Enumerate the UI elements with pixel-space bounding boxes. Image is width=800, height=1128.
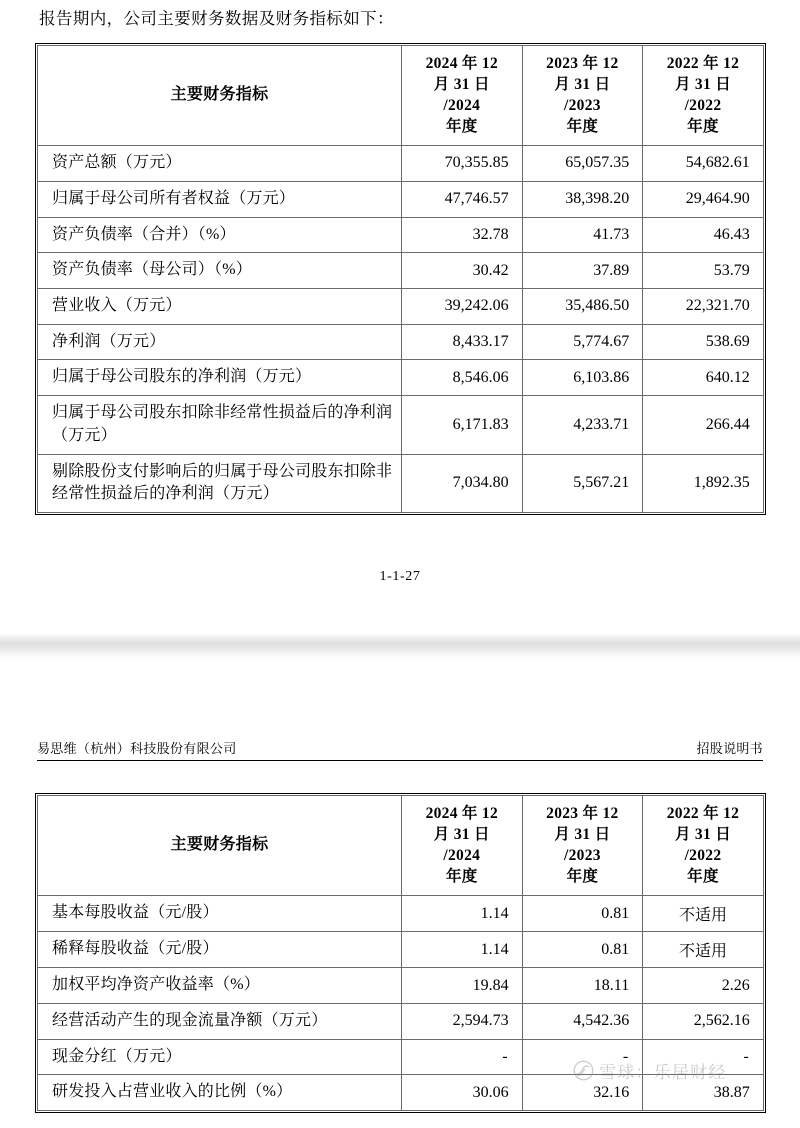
row-value-2024: 47,746.57 (402, 181, 523, 217)
header-cell-2022 (643, 796, 764, 896)
row-value-2022: 2,562.16 (643, 1004, 764, 1040)
header-line: /2024 (443, 847, 481, 865)
row-value-2022: 38.87 (643, 1075, 764, 1111)
row-label: 经营活动产生的现金流量净额（万元） (38, 1004, 402, 1040)
row-label: 资产总额（万元） (38, 146, 402, 182)
table-header-row (38, 45, 764, 145)
header-line: 年度 (566, 868, 599, 886)
header-line: 2022 年 12 (666, 805, 740, 822)
row-label: 归属于母公司所有者权益（万元） (38, 181, 402, 217)
row-value-2022: 1,892.35 (643, 454, 764, 512)
header-cell-2024 (402, 796, 523, 896)
table-one-body (38, 146, 764, 513)
running-header-doc-type: 招股说明书 (696, 741, 763, 756)
row-label: 营业收入（万元） (38, 288, 402, 324)
page-number: 1-1-27 (379, 568, 421, 584)
header-cell-2022 (643, 45, 764, 145)
header-line: 2024 年 12 (425, 54, 499, 72)
header-line: /2022 (684, 96, 722, 114)
row-value-2023: 0.81 (522, 932, 643, 968)
table-row (38, 968, 764, 1004)
row-value-2023: 0.81 (522, 896, 643, 932)
table-one-header (38, 45, 764, 145)
row-value-2023: - (522, 1039, 643, 1075)
row-value-2023: 38,398.20 (522, 181, 643, 217)
watermark-text: 雪球：乐居财经 (599, 1063, 727, 1082)
row-label: 稀释每股收益（元/股） (38, 932, 402, 968)
table-row (38, 1039, 764, 1075)
row-value-2024: 32.78 (402, 217, 523, 253)
header-line: /2024 (443, 96, 481, 114)
header-line: 年度 (445, 868, 478, 886)
table-row (38, 253, 764, 289)
header-cell-2024 (402, 45, 523, 145)
header-line: 月 31 日 (554, 826, 611, 844)
table-two-header (38, 796, 764, 896)
row-label: 净利润（万元） (38, 324, 402, 360)
table-row (38, 896, 764, 932)
row-value-2023: 35,486.50 (522, 288, 643, 324)
row-label: 加权平均净资产收益率（%） (38, 968, 402, 1004)
table-row (38, 146, 764, 182)
row-value-2022: 46.43 (643, 217, 764, 253)
row-value-2023: 4,542.36 (522, 1004, 643, 1040)
header-cell-label: 主要财务指标 (38, 45, 402, 145)
row-value-2022: 不适用 (643, 896, 764, 932)
row-value-2023: 5,567.21 (522, 454, 643, 512)
row-value-2024: 6,171.83 (402, 396, 523, 454)
row-value-2024: 30.42 (402, 253, 523, 289)
table-row (38, 217, 764, 253)
row-value-2023: 65,057.35 (522, 146, 643, 182)
header-line: 2023 年 12 (546, 54, 619, 72)
header-line: 月 31 日 (433, 826, 490, 844)
header-line: 年度 (566, 117, 599, 135)
table-row (38, 288, 764, 324)
page-break-separator (0, 634, 800, 658)
header-line: 2024 年 12 (425, 805, 499, 822)
row-value-2022: 22,321.70 (643, 288, 764, 324)
running-header (37, 738, 763, 761)
row-value-2022: 266.44 (643, 396, 764, 454)
row-value-2022: 29,464.90 (643, 181, 764, 217)
row-label: 现金分红（万元） (38, 1039, 402, 1075)
row-value-2024: 2,594.73 (402, 1004, 523, 1040)
financial-table-one (37, 45, 764, 513)
row-label: 资产负债率（母公司）（%） (38, 253, 402, 289)
row-value-2023: 41.73 (522, 217, 643, 253)
row-value-2022: 不适用 (643, 932, 764, 968)
row-label: 基本每股收益（元/股） (38, 896, 402, 932)
row-value-2022: 53.79 (643, 253, 764, 289)
row-value-2024: - (402, 1039, 523, 1075)
row-label: 研发投入占营业收入的比例（%） (38, 1075, 402, 1111)
table-row (38, 396, 764, 454)
row-value-2022: 54,682.61 (643, 146, 764, 182)
table-row (38, 181, 764, 217)
row-value-2024: 30.06 (402, 1075, 523, 1111)
row-value-2024: 8,546.06 (402, 360, 523, 396)
header-line: 2022 年 12 (666, 54, 740, 72)
table-row (38, 1004, 764, 1040)
row-value-2024: 1.14 (402, 932, 523, 968)
document-page-2 (0, 658, 800, 1128)
table-two-body (38, 896, 764, 1111)
header-cell-2023 (522, 45, 643, 145)
header-line: 月 31 日 (674, 826, 732, 844)
row-label: 剔除股份支付影响后的归属于母公司股东扣除非经常性损益后的净利润（万元） (38, 454, 402, 512)
row-value-2024: 7,034.80 (402, 454, 523, 512)
header-cell-2023 (522, 796, 643, 896)
header-line: 月 31 日 (554, 75, 611, 93)
header-line: 年度 (445, 117, 478, 135)
running-header-company: 易思维（杭州）科技股份有限公司 (37, 741, 237, 756)
row-label: 归属于母公司股东扣除非经常性损益后的净利润（万元） (38, 396, 402, 454)
table-row (38, 324, 764, 360)
header-line: /2023 (563, 847, 601, 865)
row-value-2022: 538.69 (643, 324, 764, 360)
header-line: 年度 (687, 117, 719, 135)
intro-paragraph: 报告期内，公司主要财务数据及财务指标如下： (39, 9, 394, 28)
row-value-2023: 18.11 (522, 968, 643, 1004)
table-row (38, 1075, 764, 1111)
row-value-2022: 640.12 (643, 360, 764, 396)
header-line: /2022 (684, 847, 722, 865)
table-row (38, 360, 764, 396)
row-value-2023: 32.16 (522, 1075, 643, 1111)
row-value-2023: 4,233.71 (522, 396, 643, 454)
row-value-2023: 37.89 (522, 253, 643, 289)
row-label: 归属于母公司股东的净利润（万元） (38, 360, 402, 396)
table-row (38, 454, 764, 512)
header-line: 2023 年 12 (546, 805, 619, 822)
financial-table-two (37, 795, 764, 1111)
header-line: /2023 (563, 96, 601, 114)
row-label: 资产负债率（合并）（%） (38, 217, 402, 253)
table-header-row (38, 796, 764, 896)
row-value-2024: 70,355.85 (402, 146, 523, 182)
row-value-2024: 19.84 (402, 968, 523, 1004)
row-value-2022: 2.26 (643, 968, 764, 1004)
header-line: 年度 (687, 868, 719, 886)
row-value-2023: 5,774.67 (522, 324, 643, 360)
row-value-2024: 1.14 (402, 896, 523, 932)
header-line: 月 31 日 (674, 75, 732, 93)
row-value-2023: 6,103.86 (522, 360, 643, 396)
row-value-2024: 39,242.06 (402, 288, 523, 324)
header-cell-label: 主要财务指标 (38, 796, 402, 896)
row-value-2024: 8,433.17 (402, 324, 523, 360)
table-row (38, 932, 764, 968)
row-value-2022: - (643, 1039, 764, 1075)
header-line: 月 31 日 (433, 75, 490, 93)
